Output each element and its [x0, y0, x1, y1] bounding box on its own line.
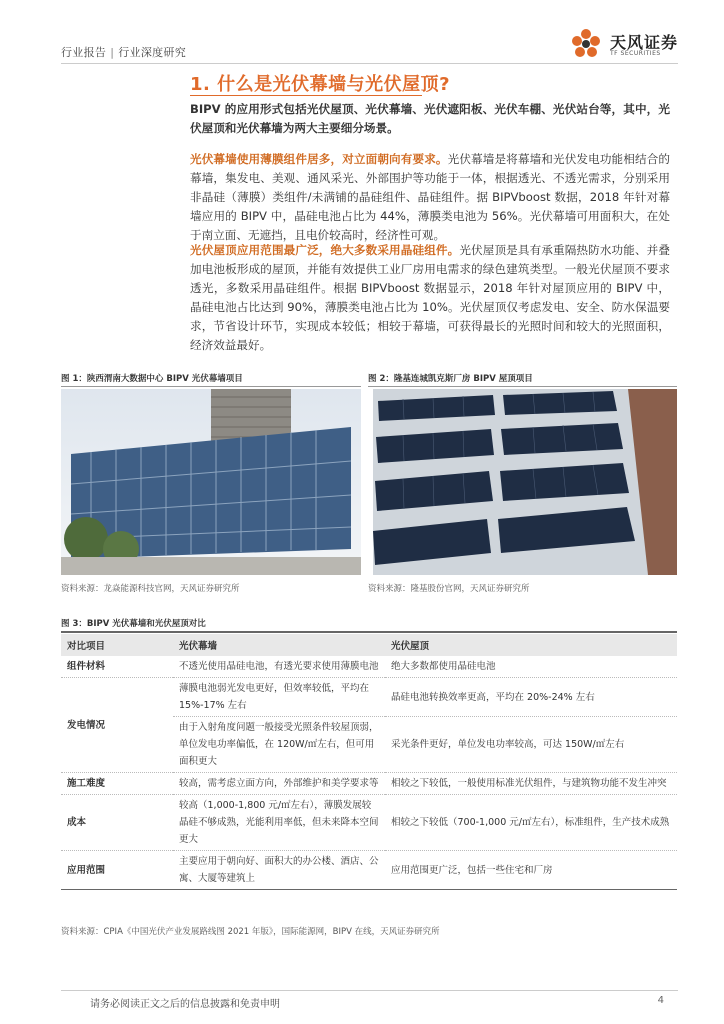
table-cell: 应用范围更广泛，包括一些住宅和厂房 [385, 851, 677, 890]
logo-name-en: TF SECURITIES [610, 50, 661, 57]
section-title-underline [190, 95, 422, 96]
paragraph-intro: BIPV 的应用形式包括光伏屋顶、光伏幕墙、光伏遮阳板、光伏车棚、光伏站台等，其中，光伏屋顶和光伏幕墙为两大主要细分场景。 [190, 102, 670, 135]
table-cell: 组件材料 [61, 656, 173, 678]
paragraph-curtain-wall-lead: 光伏幕墙使用薄膜组件居多，对立面朝向有要求。 [190, 152, 448, 166]
footer-disclaimer: 请务必阅读正文之后的信息披露和免责申明 [90, 999, 280, 1010]
header-divider [61, 63, 678, 64]
table-row [61, 678, 677, 717]
figure-2-rule [368, 386, 677, 387]
paragraph-roof-lead: 光伏屋顶应用范围最广泛，绝大多数采用晶硅组件。 [190, 243, 460, 257]
footer-divider [61, 990, 678, 991]
paragraph-curtain-wall [190, 150, 670, 245]
paragraph-curtain-wall-body: 光伏幕墙是将幕墙和光伏发电功能相结合的幕墙，集发电、美观、通风采光、外部围护等功能于一体，根据透光、不透光需求，分别采用非晶硅（薄膜）类组件/未满铺的晶硅组件、晶硅组件。据 BIPVboost 数据，2018 年针对幕墙应用的 BIPV 中，晶硅电池占比为 44%，薄膜类电池为 56%。光伏幕墙可用面积大，在处于南立面、无遮挡，且电价较高时，经济性可观。 [190, 152, 670, 242]
table-cell: 不透光使用晶硅电池，有透光要求使用薄膜电池 [173, 656, 385, 678]
table-cell: 应用范围 [61, 851, 173, 890]
figure-1-photo [61, 389, 361, 575]
table-row [61, 851, 677, 890]
table-cell: 相较之下较低（700-1,000 元/㎡左右），标准组件，生产技术成熟 [385, 795, 677, 851]
paragraph-roof [190, 241, 670, 355]
figure-1-title: 图 1：陕西渭南大数据中心 BIPV 光伏幕墙项目 [61, 374, 243, 384]
table-cell: 成本 [61, 795, 173, 851]
table-cell: 主要应用于朝向好、面积大的办公楼、酒店、公寓、大厦等建筑上 [173, 851, 385, 890]
table-header-item: 对比项目 [61, 634, 173, 656]
table-row [61, 773, 677, 795]
figure-1-rule [61, 386, 361, 387]
table-cell: 相较之下较低，一般使用标准光伏组件，与建筑物功能不发生冲突 [385, 773, 677, 795]
table-row [61, 656, 677, 678]
table-cell: 发电情况 [61, 678, 173, 773]
header-report-type: 行业报告 [61, 46, 107, 59]
table-cell: 薄膜电池弱光发电更好，但效率较低，平均在 15%-17% 左右 [173, 678, 385, 717]
table-header-curtain-wall: 光伏幕墙 [173, 634, 385, 656]
table-top-rule [61, 631, 677, 633]
logo-flower-icon [566, 24, 606, 64]
page-number: 4 [657, 995, 664, 1006]
figure-2-source: 资料来源：隆基股份官网，天风证券研究所 [368, 584, 530, 594]
section-title: 1. 什么是光伏幕墙与光伏屋顶? [190, 74, 451, 95]
table-cell: 较高，需考虑立面方向，外部维护和美学要求等 [173, 773, 385, 795]
figure-1-source: 资料来源：龙焱能源科技官网，天风证券研究所 [61, 584, 240, 594]
header-separator: | [110, 46, 115, 59]
figure-3-title: 图 3：BIPV 光伏幕墙和光伏屋顶对比 [61, 619, 206, 629]
header-breadcrumb [61, 44, 186, 60]
figure-3-source: 资料来源：CPIA《中国光伏产业发展路线图 2021 年版》，国际能源网，BIPV 在线，天风证券研究所 [61, 927, 440, 937]
table-cell: 由于入射角度问题一般接受光照条件较屋顶弱，单位发电功率偏低，在 120W/㎡左右，但可用面积更大 [173, 717, 385, 773]
table-header-roof: 光伏屋顶 [385, 634, 677, 656]
header-report-subtype: 行业深度研究 [118, 46, 187, 59]
table-cell: 施工难度 [61, 773, 173, 795]
paragraph-roof-body: 光伏屋顶是具有承重隔热防水功能、并叠加电池板形成的屋顶，并能有效提供工业厂房用电需求的绿色建筑类型。一般光伏屋顶不要求透光，多数采用晶硅组件。根据 BIPVboost 数据显示，2018 年针对屋顶应用的 BIPV 中，晶硅电池占比达到 90%，薄膜类电池占比为 10%。光伏屋顶仅考虑发电、安全、防水保温要求，节省设计环节，实现成本较低；相较于幕墙，可获得最长的光照时间和较大的光照面积，经济效益最好。 [190, 243, 670, 352]
table-row [61, 795, 677, 851]
table-cell: 采光条件更好，单位发电功率较高，可达 150W/㎡左右 [385, 717, 677, 773]
comparison-table [61, 634, 677, 890]
figure-2-photo [373, 389, 677, 575]
table-header-row [61, 634, 677, 656]
logo-name-cn: 天风证券 [610, 33, 679, 52]
figure-2-title: 图 2：隆基连城凯克斯厂房 BIPV 屋顶项目 [368, 374, 533, 384]
company-logo [566, 24, 678, 64]
table-cell: 绝大多数都使用晶硅电池 [385, 656, 677, 678]
table-cell: 较高（1,000-1,800 元/㎡左右），薄膜发展较晶硅不够成熟，光能利用率低，但未来降本空间更大 [173, 795, 385, 851]
table-cell: 晶硅电池转换效率更高，平均在 20%-24% 左右 [385, 678, 677, 717]
